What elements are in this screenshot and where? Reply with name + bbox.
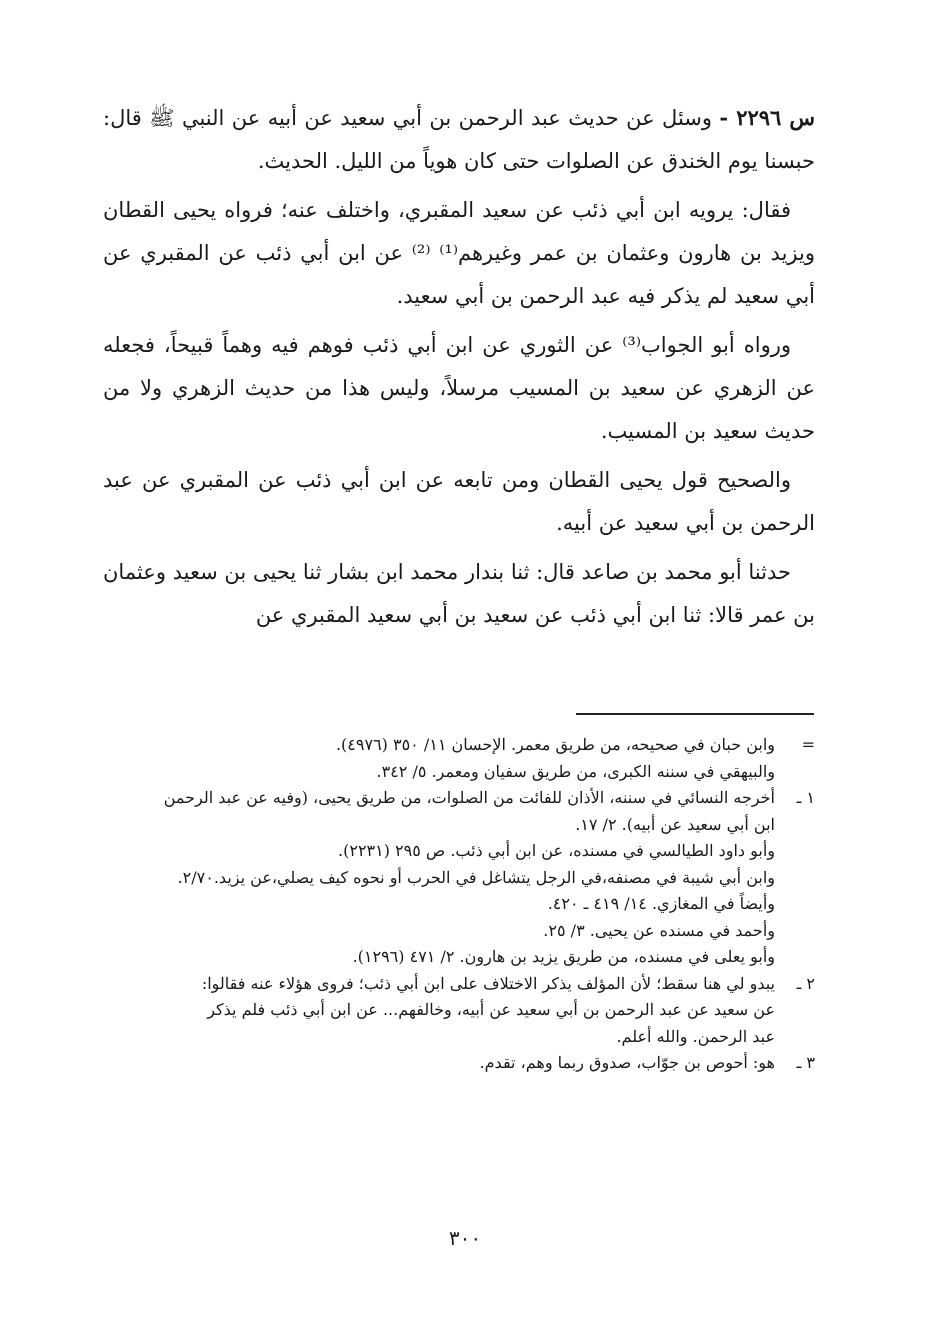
footnote-3 [103, 1050, 815, 1077]
footnote-mark: = [801, 735, 815, 754]
footnote-mark: ٣ ـ [796, 1053, 815, 1072]
footnote-2 [103, 971, 815, 1051]
footnote-1 [103, 785, 815, 971]
answer-paragraph-2: ورواه أبو الجواب⁽³⁾ عن الثوري عن ابن أبي ذئب فوهم فيه وهماً قبيحاً، فجعله عن الزهري عن سعيد بن المسيب مرسلاً، وليس هذا من حديث الزهري ولا من حديث سعيد بن المسيب. [103, 333, 815, 443]
footnote-line: وأبو يعلى في مسنده، من طريق يزيد بن هارون. ٢/ ٤٧١ (١٢٩٦). [352, 947, 775, 966]
footnote-line: أخرجه النسائي في سننه، الأذان للفائت من الصلوات، من طريق يحيى، (وفيه عن عبد الرحمن [163, 788, 775, 807]
footnote-line: والبيهقي في سننه الكبرى، من طريق سفيان ومعمر. ٥/ ٣٤٢. [376, 761, 775, 781]
answer-paragraph-1: فقال: يرويه ابن أبي ذئب عن سعيد المقبري، واختلف عنه؛ فرواه يحيى القطان ويزيد بن هارون وعثمان بن عمر وغيرهم⁽¹⁾ ⁽²⁾ عن ابن أبي ذئب عن المقبري عن أبي سعيد لم يذكر فيه عبد الرحمن بن أبي سعيد. [103, 198, 815, 308]
question-text: وسئل عن حديث عبد الرحمن بن أبي سعيد عن أبيه عن النبي ﷺ قال: حبسنا يوم الخندق عن الصلوات حتى كان هوياً من الليل. الحديث. [103, 106, 815, 173]
footnote-line: عبد الرحمن. والله أعلم. [616, 1026, 775, 1046]
footnote-line: وابن حبان في صحيحه، من طريق معمر. الإحسان ١١/ ٣٥٠ (٤٩٧٦). [335, 735, 775, 754]
footnote-body [103, 785, 775, 971]
isnad-paragraph: حدثنا أبو محمد بن صاعد قال: ثنا بندار محمد ابن بشار ثنا يحيى بن سعيد وعثمان بن عمر قالا: ثنا ابن أبي ذئب عن سعيد بن أبي سعيد المقبري عن [103, 560, 815, 627]
answer-paragraph-3: والصحيح قول يحيى القطان ومن تابعه عن ابن أبي ذئب عن المقبري عن عبد الرحمن بن أبي سعيد عن أبيه. [103, 468, 815, 535]
footnote-separator [576, 713, 814, 715]
main-text [103, 96, 815, 643]
footnote-body [103, 732, 775, 785]
footnote-mark: ٢ ـ [796, 973, 815, 993]
footnote-body [103, 971, 775, 1051]
footnotes [103, 732, 815, 1077]
footnote-line: وأيضاً في المغازي. ١٤/ ٤١٩ ـ ٤٢٠. [547, 894, 775, 913]
footnote-line: عن سعيد عن عبد الرحمن بن أبي سعيد عن أبيه، وخالفهم... عن ابن أبي ذئب فلم يذكر [207, 1000, 775, 1019]
footnote-body [103, 1050, 775, 1077]
footnote-line: يبدو لي هنا سقط؛ لأن المؤلف يذكر الاختلاف على ابن أبي ذئب؛ فروى هؤلاء عنه فقالوا: [201, 973, 775, 993]
question-number: س ٢٢٩٦ - [719, 105, 815, 130]
footnote-mark: ١ ـ [796, 788, 815, 807]
footnote-line: وأحمد في مسنده عن يحيى. ٣/ ٢٥. [543, 920, 775, 940]
footnote-line: وأبو داود الطيالسي في مسنده، عن ابن أبي ذئب. ص ٢٩٥ (٢٢٣١). [338, 841, 775, 860]
footnote-continuation [103, 732, 815, 785]
question-paragraph [103, 96, 815, 183]
footnote-line: وابن أبي شيبة في مصنفه،في الرجل يتشاغل في الحرب أو نحوه كيف يصلي،عن يزيد.٢/٧٠. [177, 867, 775, 887]
footnote-line: ابن أبي سعيد عن أبيه). ٢/ ١٧. [575, 814, 775, 834]
page-number: ٣٠٠ [448, 1226, 482, 1250]
footnote-line: هو: أحوص بن جوّاب، صدوق ربما وهم، تقدم. [479, 1053, 775, 1072]
